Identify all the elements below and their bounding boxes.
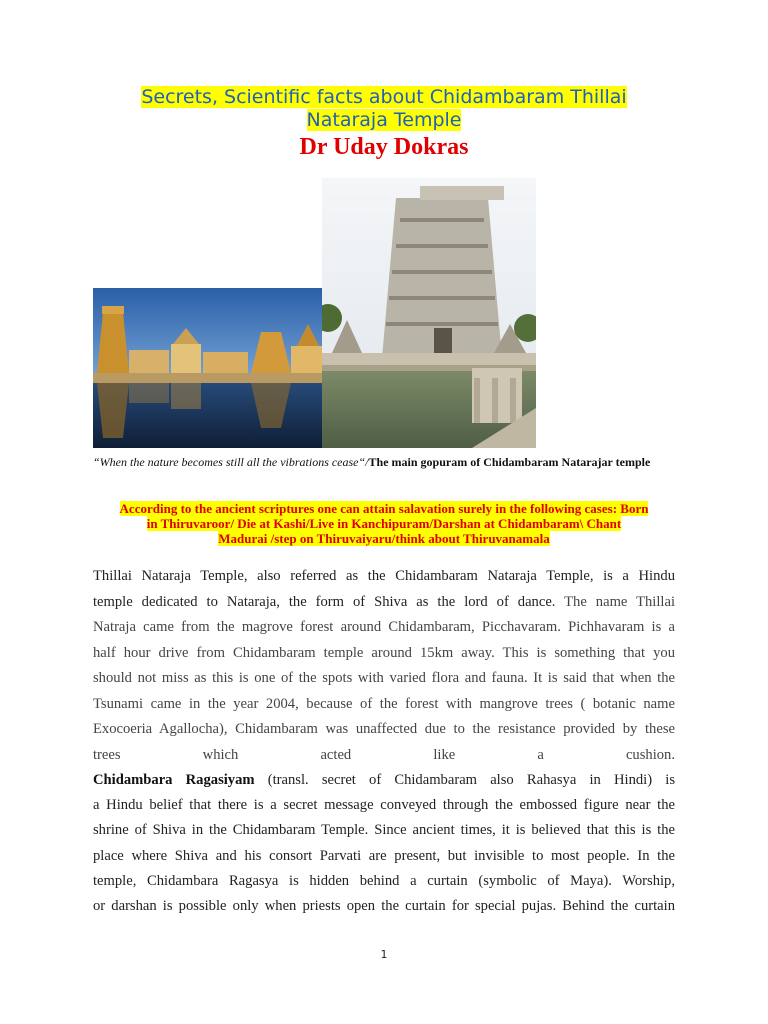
p2-line-2: a Hindu belief that there is a secret message conveyed through the embossed figure near the [93, 797, 675, 814]
p1-line-3: Natraja came from the magrove forest around Chidambaram, Picchavaram. Pichhavaram is a [93, 619, 675, 635]
page-number: 1 [380, 948, 388, 961]
title-line-2: Nataraja Temple [306, 109, 462, 131]
p1-line-2: temple dedicated to Nataraja, the form of Shiva as the lord of dance. [93, 593, 556, 610]
caption-quote: “When the nature becomes still all the vibrations cease“/ [93, 455, 369, 469]
p2-line-4: place where Shiva and his consort Parvati are present, but invisible to most people. In the [93, 847, 675, 864]
p2-line-1: (transl. secret of Chidambaram also Rahasya in Hindi) is [254, 772, 676, 788]
scripture-highlight [93, 501, 675, 546]
main-gopuram-photo [322, 178, 536, 448]
highlight-line-3: Madurai /step on Thiruvaiyaru/think about Thiruvanamala [218, 531, 550, 546]
p1-line-1: Thillai Nataraja Temple, also referred as the Chidambaram Nataraja Temple, is a Hindu [93, 568, 675, 584]
temple-tank-photo [93, 288, 323, 448]
author-name: Dr Uday Dokras [299, 134, 469, 160]
title-line-1: Secrets, Scientific facts about Chidambaram Thillai [141, 86, 627, 108]
p1-line-7: Exocoeria Agallocha), Chidambaram was unaffected due to the resistance provided by these [93, 721, 675, 737]
p1-line-5: should not miss as this is one of the spots with varied flora and fauna. It is said that when the [93, 670, 675, 686]
p1-line-8: trees which acted like a cushion. [93, 746, 675, 763]
highlight-line-1: According to the ancient scriptures one can attain salavation surely in the following cases: Born [119, 501, 649, 516]
caption-text: The main gopuram of Chidambaram Natarajar temple [368, 455, 651, 469]
paragraph-1 [93, 564, 675, 768]
image-caption [93, 455, 675, 469]
p2-line-5: temple, Chidambara Ragasya is hidden behind a curtain (symbolic of Maya). Worship, [93, 872, 675, 889]
p1-line-2-tail: The name Thillai [555, 593, 675, 610]
document-title [0, 86, 768, 132]
p1-line-4: half hour drive from Chidambaram temple around 15km away. This is something that you [93, 644, 675, 661]
p2-line-3: shrine of Shiva in the Chidambaram Temple. Since ancient times, it is believed that this is the [93, 822, 675, 839]
highlight-line-2: in Thiruvaroor/ Die at Kashi/Live in Kanchipuram/Darshan at Chidambaram\ Chant [146, 516, 622, 531]
p1-line-6: Tsunami came in the year 2004, because of the forest with mangrove trees ( botanic name [93, 695, 675, 712]
p2-line-6: or darshan is possible only when priests open the curtain for special pujas. Behind the curtain [93, 898, 675, 915]
paragraph-2 [93, 768, 675, 919]
p2-bold-term: Chidambara Ragasiyam [93, 772, 255, 788]
